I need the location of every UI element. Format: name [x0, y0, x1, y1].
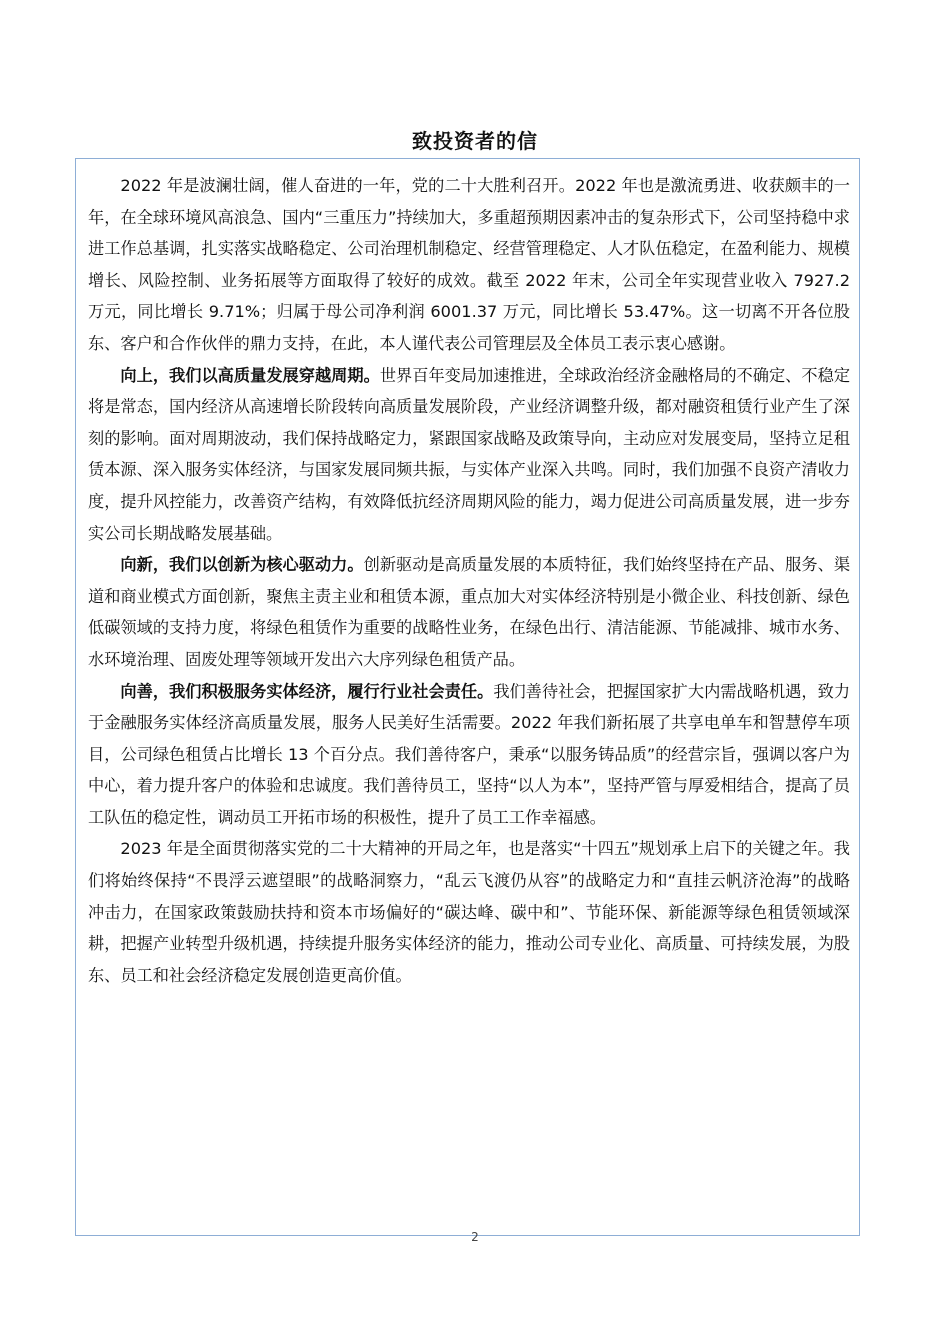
letter-body	[88, 170, 850, 991]
paragraph-1-text: 2022 年是波澜壮阔，催人奋进的一年，党的二十大胜利召开。2022 年也是激流勇进、收获颇丰的一年，在全球环境风高浪急、国内“三重压力”持续加大，多重超预期因素冲击的复杂形式下，公司坚持稳中求进工作总基调，扎实落实战略稳定、公司治理机制稳定、经营管理稳定、人才队伍稳定，在盈利能力、规模增长、风险控制、业务拓展等方面取得了较好的成效。截至 2022 年末，公司全年实现营业收入 7927.2 万元，同比增长 9.71%；归属于母公司净利润 6001.37 万元，同比增长 53.47%。这一切离不开各位股东、客户和合作伙伴的鼎力支持，在此，本人谨代表公司管理层及全体员工表示衷心感谢。	[88, 176, 850, 353]
paragraph-4-heading: 向善，我们积极服务实体经济，履行行业社会责任。	[120, 681, 494, 701]
paragraph-5	[88, 833, 850, 991]
paragraph-4-text: 我们善待社会，把握国家扩大内需战略机遇，致力于金融服务实体经济高质量发展，服务人民美好生活需要。2022 年我们新拓展了共享电单车和智慧停车项目，公司绿色租赁占比增长 13 个百分点。我们善待客户，秉承“以服务铸品质”的经营宗旨，强调以客户为中心，着力提升客户的体验和忠诚度。我们善待员工，坚持“以人为本”，坚持严管与厚爱相结合，提高了员工队伍的稳定性，调动员工开拓市场的积极性，提升了员工工作幸福感。	[88, 681, 851, 827]
paragraph-4	[88, 676, 850, 834]
page-number: 2	[471, 1230, 479, 1244]
paragraph-2	[88, 360, 850, 550]
paragraph-3	[88, 549, 850, 675]
paragraph-2-text: 世界百年变局加速推进，全球政治经济金融格局的不确定、不稳定将是常态，国内经济从高速增长阶段转向高质量发展阶段，产业经济调整升级，都对融资租赁行业产生了深刻的影响。面对周期波动，我们保持战略定力，紧跟国家战略及政策导向，主动应对发展变局，坚持立足租赁本源、深入服务实体经济，与国家发展同频共振，与实体产业深入共鸣。同时，我们加强不良资产清收力度，提升风控能力，改善资产结构，有效降低抗经济周期风险的能力，竭力促进公司高质量发展，进一步夯实公司长期战略发展基础。	[88, 365, 851, 543]
page-title: 致投资者的信	[412, 129, 538, 153]
paragraph-3-heading: 向新，我们以创新为核心驱动力。	[120, 555, 364, 575]
paragraph-5-text: 2023 年是全面贯彻落实党的二十大精神的开局之年，也是落实“十四五”规划承上启下的关键之年。我们将始终保持“不畏浮云遮望眼”的战略洞察力，“乱云飞渡仍从容”的战略定力和“直挂云帆济沧海”的战略冲击力，在国家政策鼓励扶持和资本市场偏好的“碳达峰、碳中和”、节能环保、新能源等绿色租赁领域深耕，把握产业转型升级机遇，持续提升服务实体经济的能力，推动公司专业化、高质量、可持续发展，为股东、员工和社会经济稳定发展创造更高价值。	[88, 839, 850, 985]
paragraph-1	[88, 170, 850, 360]
paragraph-3-text: 创新驱动是高质量发展的本质特征，我们始终坚持在产品、服务、渠道和商业模式方面创新，聚焦主责主业和租赁本源，重点加大对实体经济特别是小微企业、科技创新、绿色低碳领域的支持力度，将绿色租赁作为重要的战略性业务，在绿色出行、清洁能源、节能减排、城市水务、水环境治理、固废处理等领域开发出六大序列绿色租赁产品。	[88, 555, 851, 669]
paragraph-2-heading: 向上，我们以高质量发展穿越周期。	[120, 365, 380, 385]
